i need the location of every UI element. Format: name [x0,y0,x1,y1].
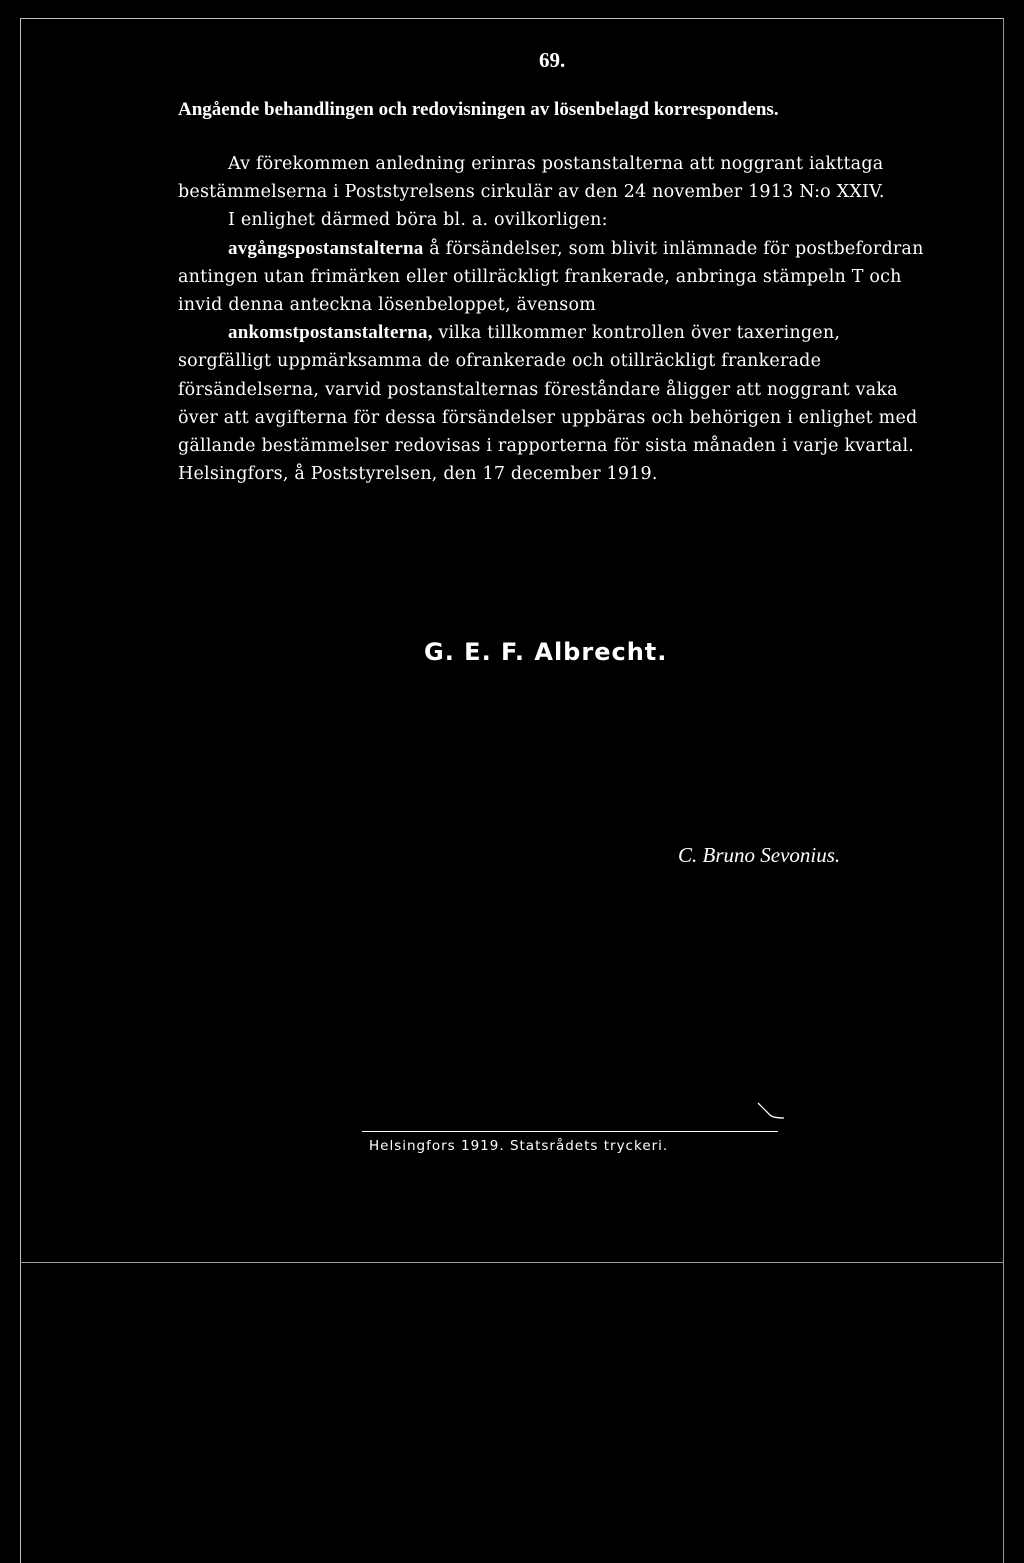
page-frame-bottom-edge [20,1262,1004,1263]
paragraph-instruction: I enlighet därmed böra bl. a. ovilkorligen: [228,210,608,231]
printer-imprint: Helsingfors 1919. Statsrådets tryckeri. [369,1138,669,1154]
term-departure-offices: avgångspostanstalterna [228,237,424,259]
signature-primary: G. E. F. Albrecht. [424,638,668,666]
paragraph-intro: Av förekommen anledning erinras postanstalterna att noggrant iakttaga bestämmelserna i Poststyrelsens cirkulär av den 24 november 1913 N:o XXIV. [178,154,885,203]
term-arrival-offices: ankomstpostanstalterna, [228,322,433,344]
imprint-rule [362,1131,778,1132]
paragraph-departure [178,235,938,320]
document-heading: Angående behandlingen och redovisningen av lösenbelagd korrespondens. [178,99,779,120]
pen-stroke-mark [756,1101,786,1131]
signature-secondary: C. Bruno Sevonius. [678,843,841,867]
paragraph-arrival [178,319,938,488]
page-number: 69. [539,48,566,72]
paragraph-arrival-text: vilka tillkommer kontrollen över taxeringen, sorgfälligt uppmärksamma de ofrankerade och otillräckligt frankerade försändelserna, varvid postanstalternas föreståndare åligger att noggrant vaka över att avgifterna för dessa försändelser uppbäras och behörigen i enlighet med gällande bestämmelser redovisas i rapporterna för sista månaden i varje kvartal. Helsingfors, å Poststyrelsen, den 17 december 1919. [178,323,918,485]
paragraph-departure-text: å försändelser, som blivit inlämnade för postbefordran antingen utan frimärken eller otillräckligt frankerade, anbringa stämpeln T och invid denna anteckna lösenbeloppet, ävensom [178,238,924,316]
document-body [178,150,938,488]
